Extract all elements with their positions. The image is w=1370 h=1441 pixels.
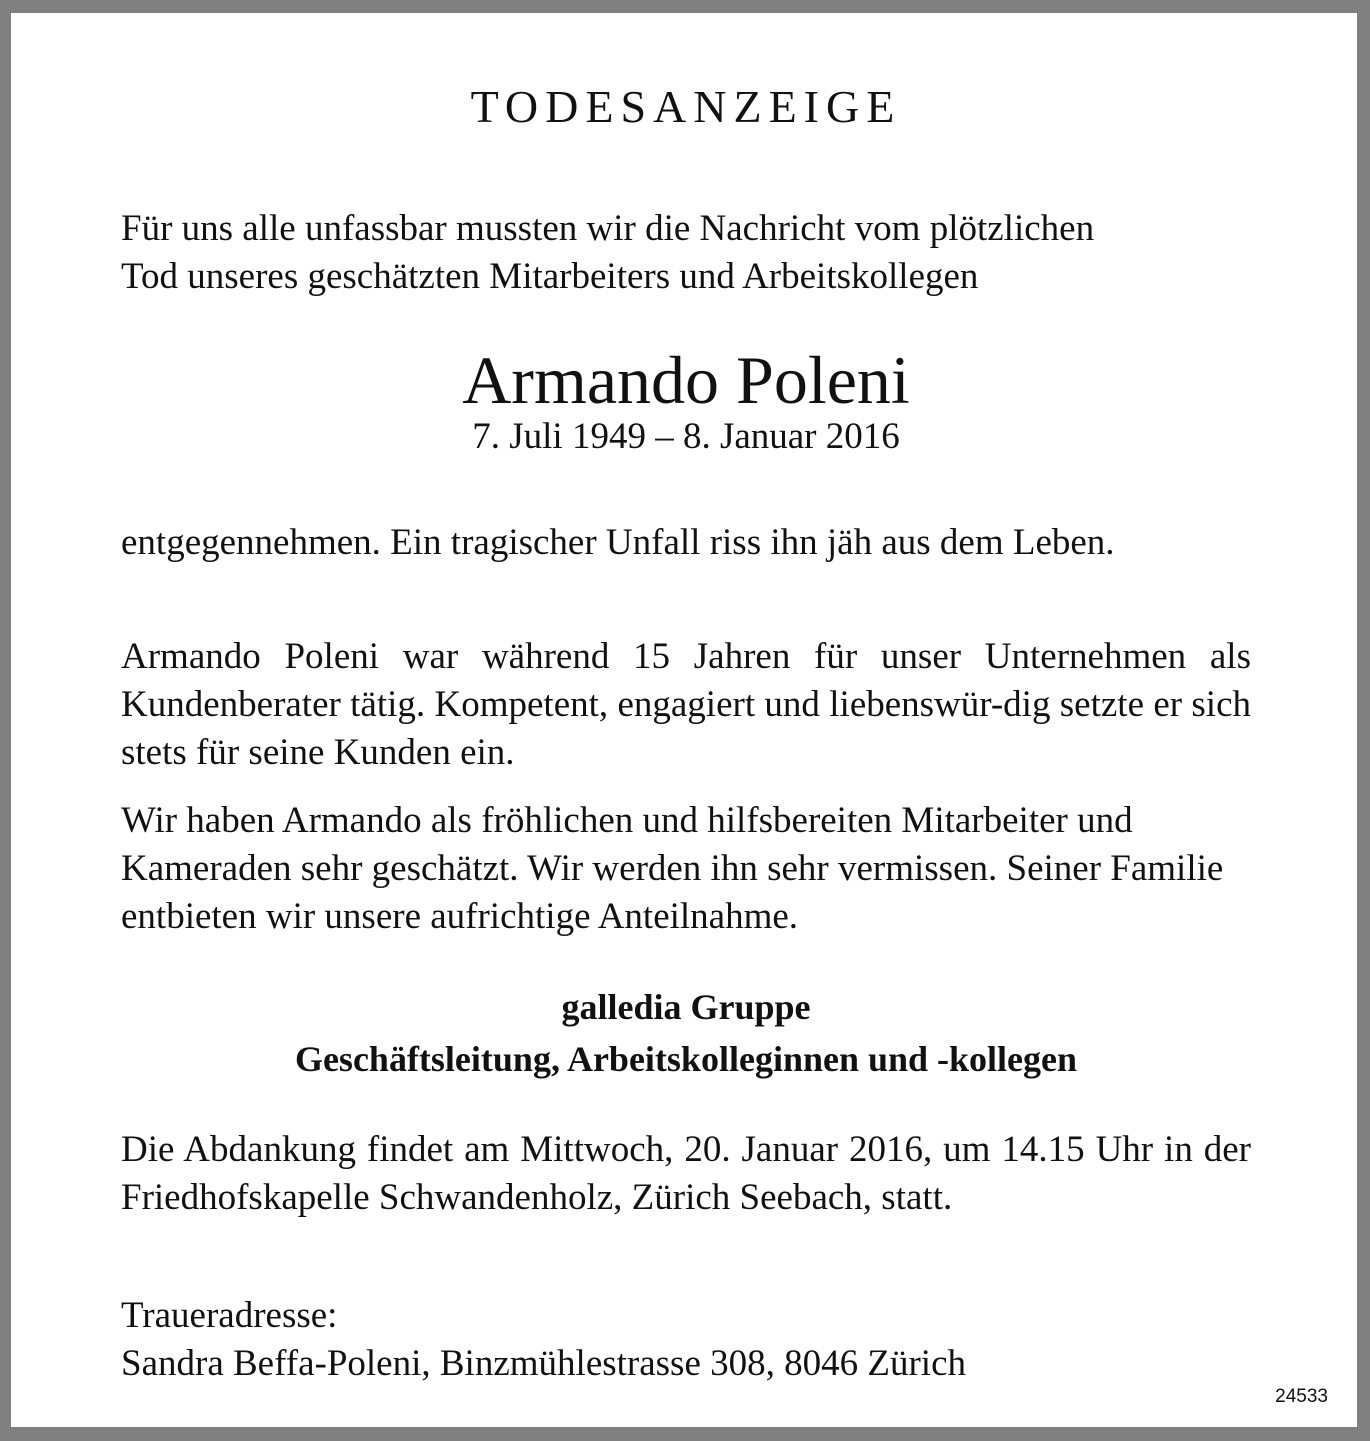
paragraph-tribute: Wir haben Armando als fröhlichen und hilfsbereiten Mitarbeiter und Kameraden sehr geschätzt. Wir werden ihn sehr vermissen. Seiner Familie entbieten wir unsere aufrichtige Anteilnahme. — [121, 800, 1224, 937]
paragraph-career: Armando Poleni war während 15 Jahren für unser Unternehmen als Kundenberater tätig. Kompetent, engagiert und liebenswür-dig setzte er sich stets für seine Kunden ein. — [121, 636, 1251, 773]
address-label: Traueradresse: — [121, 1295, 338, 1336]
life-dates: 7. Juli 1949 – 8. Januar 2016 — [472, 416, 900, 457]
intro-text — [121, 205, 1251, 301]
paragraph-accident: entgegennehmen. Ein tragischer Unfall riss ihn jäh aus dem Leben. — [121, 522, 1115, 563]
reference-number: 24533 — [1275, 1386, 1328, 1407]
sender-block — [121, 981, 1251, 1085]
obituary-notice — [11, 13, 1357, 1427]
intro-line-1: Für uns alle unfassbar mussten wir die Nachricht vom plötzlichen — [121, 208, 1095, 249]
deceased-name: Armando Poleni — [462, 342, 910, 418]
mourning-address — [121, 1292, 1251, 1388]
intro-line-2: Tod unseres geschätzten Mitarbeiters und Arbeitskollegen — [121, 256, 979, 297]
address-value: Sandra Beffa-Poleni, Binzmühlestrasse 308, 8046 Zürich — [121, 1343, 967, 1384]
sender-company: galledia Gruppe — [561, 987, 811, 1027]
ceremony-info: Die Abdankung findet am Mittwoch, 20. Januar 2016, um 14.15 Uhr in der Friedhofskapelle Schwandenholz, Zürich Seebach, statt. — [121, 1129, 1251, 1218]
notice-heading: TODESANZEIGE — [470, 81, 902, 132]
sender-group: Geschäftsleitung, Arbeitskolleginnen und -kollegen — [294, 1039, 1078, 1079]
